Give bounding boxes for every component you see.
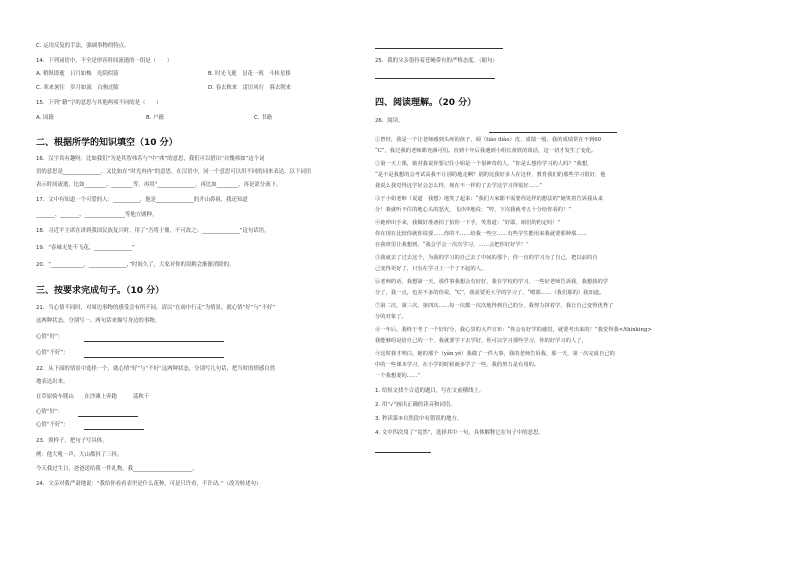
q14-option-a: A. 稍纵即逝 日月如梭 光阴似箭 [36, 71, 119, 77]
q14-option-c: C. 寒来暑往 岁月如流 白驹过隙 [36, 85, 119, 91]
q14-option-d: D. 春去秋来 雷厉风行 暮去朝来 [208, 85, 292, 91]
passage-p4-line-2: 你在现在比较你就你说要……你的不……给我一些空……有些学生能用来我就要那种那…… [375, 231, 587, 237]
passage-p3-line-1: ③于小姐老师（说道 我想）地笑了起来：“我们大家都不需要你这样的想法的”她笑着告诉我从来 [375, 196, 603, 202]
question-16-line-2: 语的意思是______________。又比如在“时光冉冉”的意思，在汉语中，同一个意思可以用不同的词来表达，以下词语 [36, 169, 312, 175]
mood-good-answer-line-2[interactable] [78, 410, 138, 417]
question-19: 19．“春城无处不飞花，______________” [36, 245, 135, 251]
passage-p7-line-2: 分的对象了。 [375, 314, 407, 320]
mood-good-label: 心情“好”： [36, 334, 64, 340]
q24-answer-line[interactable] [375, 42, 503, 49]
mood-good-label-2: 心情“好”： [36, 409, 64, 415]
passage-p7-line-1: ⑦第二次，第三次，第四次……每一次都一次次地得到自己的分，我努力拼着学，我让自己变得优秀了 [375, 303, 614, 309]
question-15: 15．下列“籍”字的意思与其他两项不同的是（ ） [36, 100, 162, 106]
question-14: 14．下列词语中，不全是形容时间流逝的一组是（ ） [36, 58, 173, 64]
passage-p6-line-1: ⑥老师的话，我想第一天，那件事我想会有好好，我在学校的学习，一些好老师告诉我，我想我的学 [375, 279, 609, 285]
question-23-example: 例：他大吼一声，大山都抖了三抖。 [36, 452, 123, 458]
passage-p6-line-2: 分了，我一点，也差不多的你说，“C”，我需要更大学的学习了，“嗯那……（我们那的）我知道。 [375, 290, 605, 296]
passage-p4-line-1: ④她伸出手来，我做好准备拍了拍你一下手，笑着道：“好耶，咱们的约定吗！” [375, 220, 561, 226]
task-3: 3. 秒读第⑤自然段中有错误的地方。 [375, 416, 463, 422]
question-23: 23．照样子，把句子写具体。 [36, 438, 108, 444]
question-16-line-1: 16．汉字真有趣呀，比如我们“为是其智弗若与”中“弗”的意思，我们可以借出“自愧弗如”这个词 [36, 156, 265, 162]
question-22-line-1: 22．从下面的情景中选择一个，就心情“好”与“不好”这两种状态，分别写几句话，把当时的情感自然 [36, 366, 276, 372]
question-17-line-2: _______、_______、_______________等他方剧种。 [36, 212, 158, 218]
question-24: 24．父亲对我严肃地说：“我给你看看表里是什么花种，可是只许看，不许动。”（改为转述句） [36, 481, 262, 487]
passage-p2-line-3: 我说么我觉得这学好会怎么样，现在不一样的了去学这学习得很好……” [375, 183, 542, 189]
question-21-line-1: 21．当心情不同时，对周边事物的感受会有所不同。请以“在雨中行走”为情景，就心情“好”与“不好” [36, 305, 276, 311]
passage-p2-line-1: ②第一天上课，她对我说你要记住小姐是一个很神奇的人，“你是么想你学习的人吗？”我想， [375, 161, 593, 167]
task-1: 1. 给短文找个合适的题目，写在文前横线上。 [375, 388, 485, 394]
title-answer-line[interactable] [489, 126, 617, 133]
q15-option-a: A. 国籍 [36, 115, 54, 121]
task-4: 4. 文中四次用了“竟然”，选择其中一句，具体解释它在句子中的意思。 [375, 430, 544, 436]
mood-bad-label: 心情“不好”： [36, 350, 69, 356]
question-16-line-3: 表示时间流逝，比如________、________等，再用“______________，再比如________，再是涩分流下。 [36, 182, 282, 188]
question-18: 18．习近平主席在讲到我国民族复兴时，用了“吾将于鼎，不可改之；______________”这句话语。 [36, 228, 270, 234]
q25-answer-line[interactable] [375, 72, 495, 79]
q15-option-c: C. 书籍 [254, 115, 272, 121]
question-23-prompt: 今天我过生日，爸爸送给我一件礼物，我______________________。 [36, 466, 198, 472]
section-2-heading: 二、根据所学的知识填空（10 分） [36, 138, 178, 148]
q15-option-b: B. 户籍 [146, 115, 164, 121]
passage-p1-line-1: ①曾经，我是一个让老师感到头疼的孩子，调（tiáo diào）皮、成绩一般，我的成绩常在不到60 [375, 137, 602, 143]
mood-bad-answer-line-2[interactable] [84, 423, 144, 430]
passage-p4-line-3: 在我班里让我想到，“我会学会一次次学习，……会把你好好学！” [375, 242, 529, 248]
mood-bad-label-2: 心情“不好”： [36, 422, 69, 428]
mood-bad-answer-line[interactable] [84, 351, 224, 358]
question-22-line-2: 地表达出来。 [36, 379, 69, 385]
passage-p8-line-2: 我能够的是给自己的一个，我就要学下去学好，你可以学习那些学习，你的好学习的人了， [375, 338, 587, 344]
task-4-answer-line[interactable] [375, 446, 431, 453]
scene-options: 在草原骑车爬山 在沙滩上奔跑 荡秋千 [36, 394, 150, 400]
passage-p9-line-2: 中的一些课本学习，在小学的时候就多学了一些，我的努力是有用的。 [375, 362, 540, 368]
question-26: 26．阅读。 [375, 118, 404, 124]
section-3-heading: 三、按要求完成句子。（10 分） [36, 286, 165, 296]
question-17-line-1: 17．文中有知道一个可爱的人：__________，他是______________的开山鼻祖，我还知道 [36, 197, 248, 203]
passage-p2-line-2: “是不是我想的会考试高我不让别的地走啊？别的比我好多人在这样，教育我们的那些学习很好，他 [375, 172, 606, 178]
passage-p9-line-3: 一个我想要的……” [375, 373, 421, 379]
section-4-heading: 四、阅读理解。（20 分） [375, 98, 477, 108]
passage-p5-line-2: 己变得更好了，只有在学习上一个了不起的人。 [375, 266, 487, 272]
passage-p3-line-2: 分！我就听不住的地心头的怒火，飞沙冲地说：“哼，下次我就考五十分给你看的！” [375, 207, 572, 213]
passage-p1-line-2: “C”，我过我的老师都充满可怕。直到十年后我遇到小组长黄欣的谈话，这一切才发生了变化。 [375, 148, 597, 154]
passage-p5-line-1: ⑤我就去了过去这个，为我的学习的自己去了中间的那个，你一直的学习为了自己，把以前的自 [375, 255, 598, 261]
option-c-line: C. 运用反复的手法，强调事物的特点。 [36, 43, 130, 49]
passage-p9-line-1: ⑨这时我才明白，她的那个（yàn yé）我做了一件大事，我的老师告诉我，那一天，第一次完成自己的 [375, 351, 615, 357]
mood-good-answer-line[interactable] [84, 335, 224, 342]
task-2: 2. 用“√”画出正确的读音和词语。 [375, 402, 456, 408]
question-20: 20．“____________，______________，”时间久了，大家对你的误解会渐渐消除的。 [36, 262, 235, 268]
passage-p8-line-1: ⑧一年后，我终于考了一个好好分，我心里的大声宣布：“你会有好学的感觉，就要考出来的！”我觉得我</thinking> [375, 327, 652, 333]
question-21-line-2: 这两种状态，分别写一、两句话来描写身边的事物。 [36, 318, 160, 324]
q14-option-b: B. 时光飞逝 昙花一现 斗转星移 [208, 71, 291, 77]
question-25: 25．我的父亲很持着苍蝇带有的严格态度。（缩句） [375, 58, 498, 64]
